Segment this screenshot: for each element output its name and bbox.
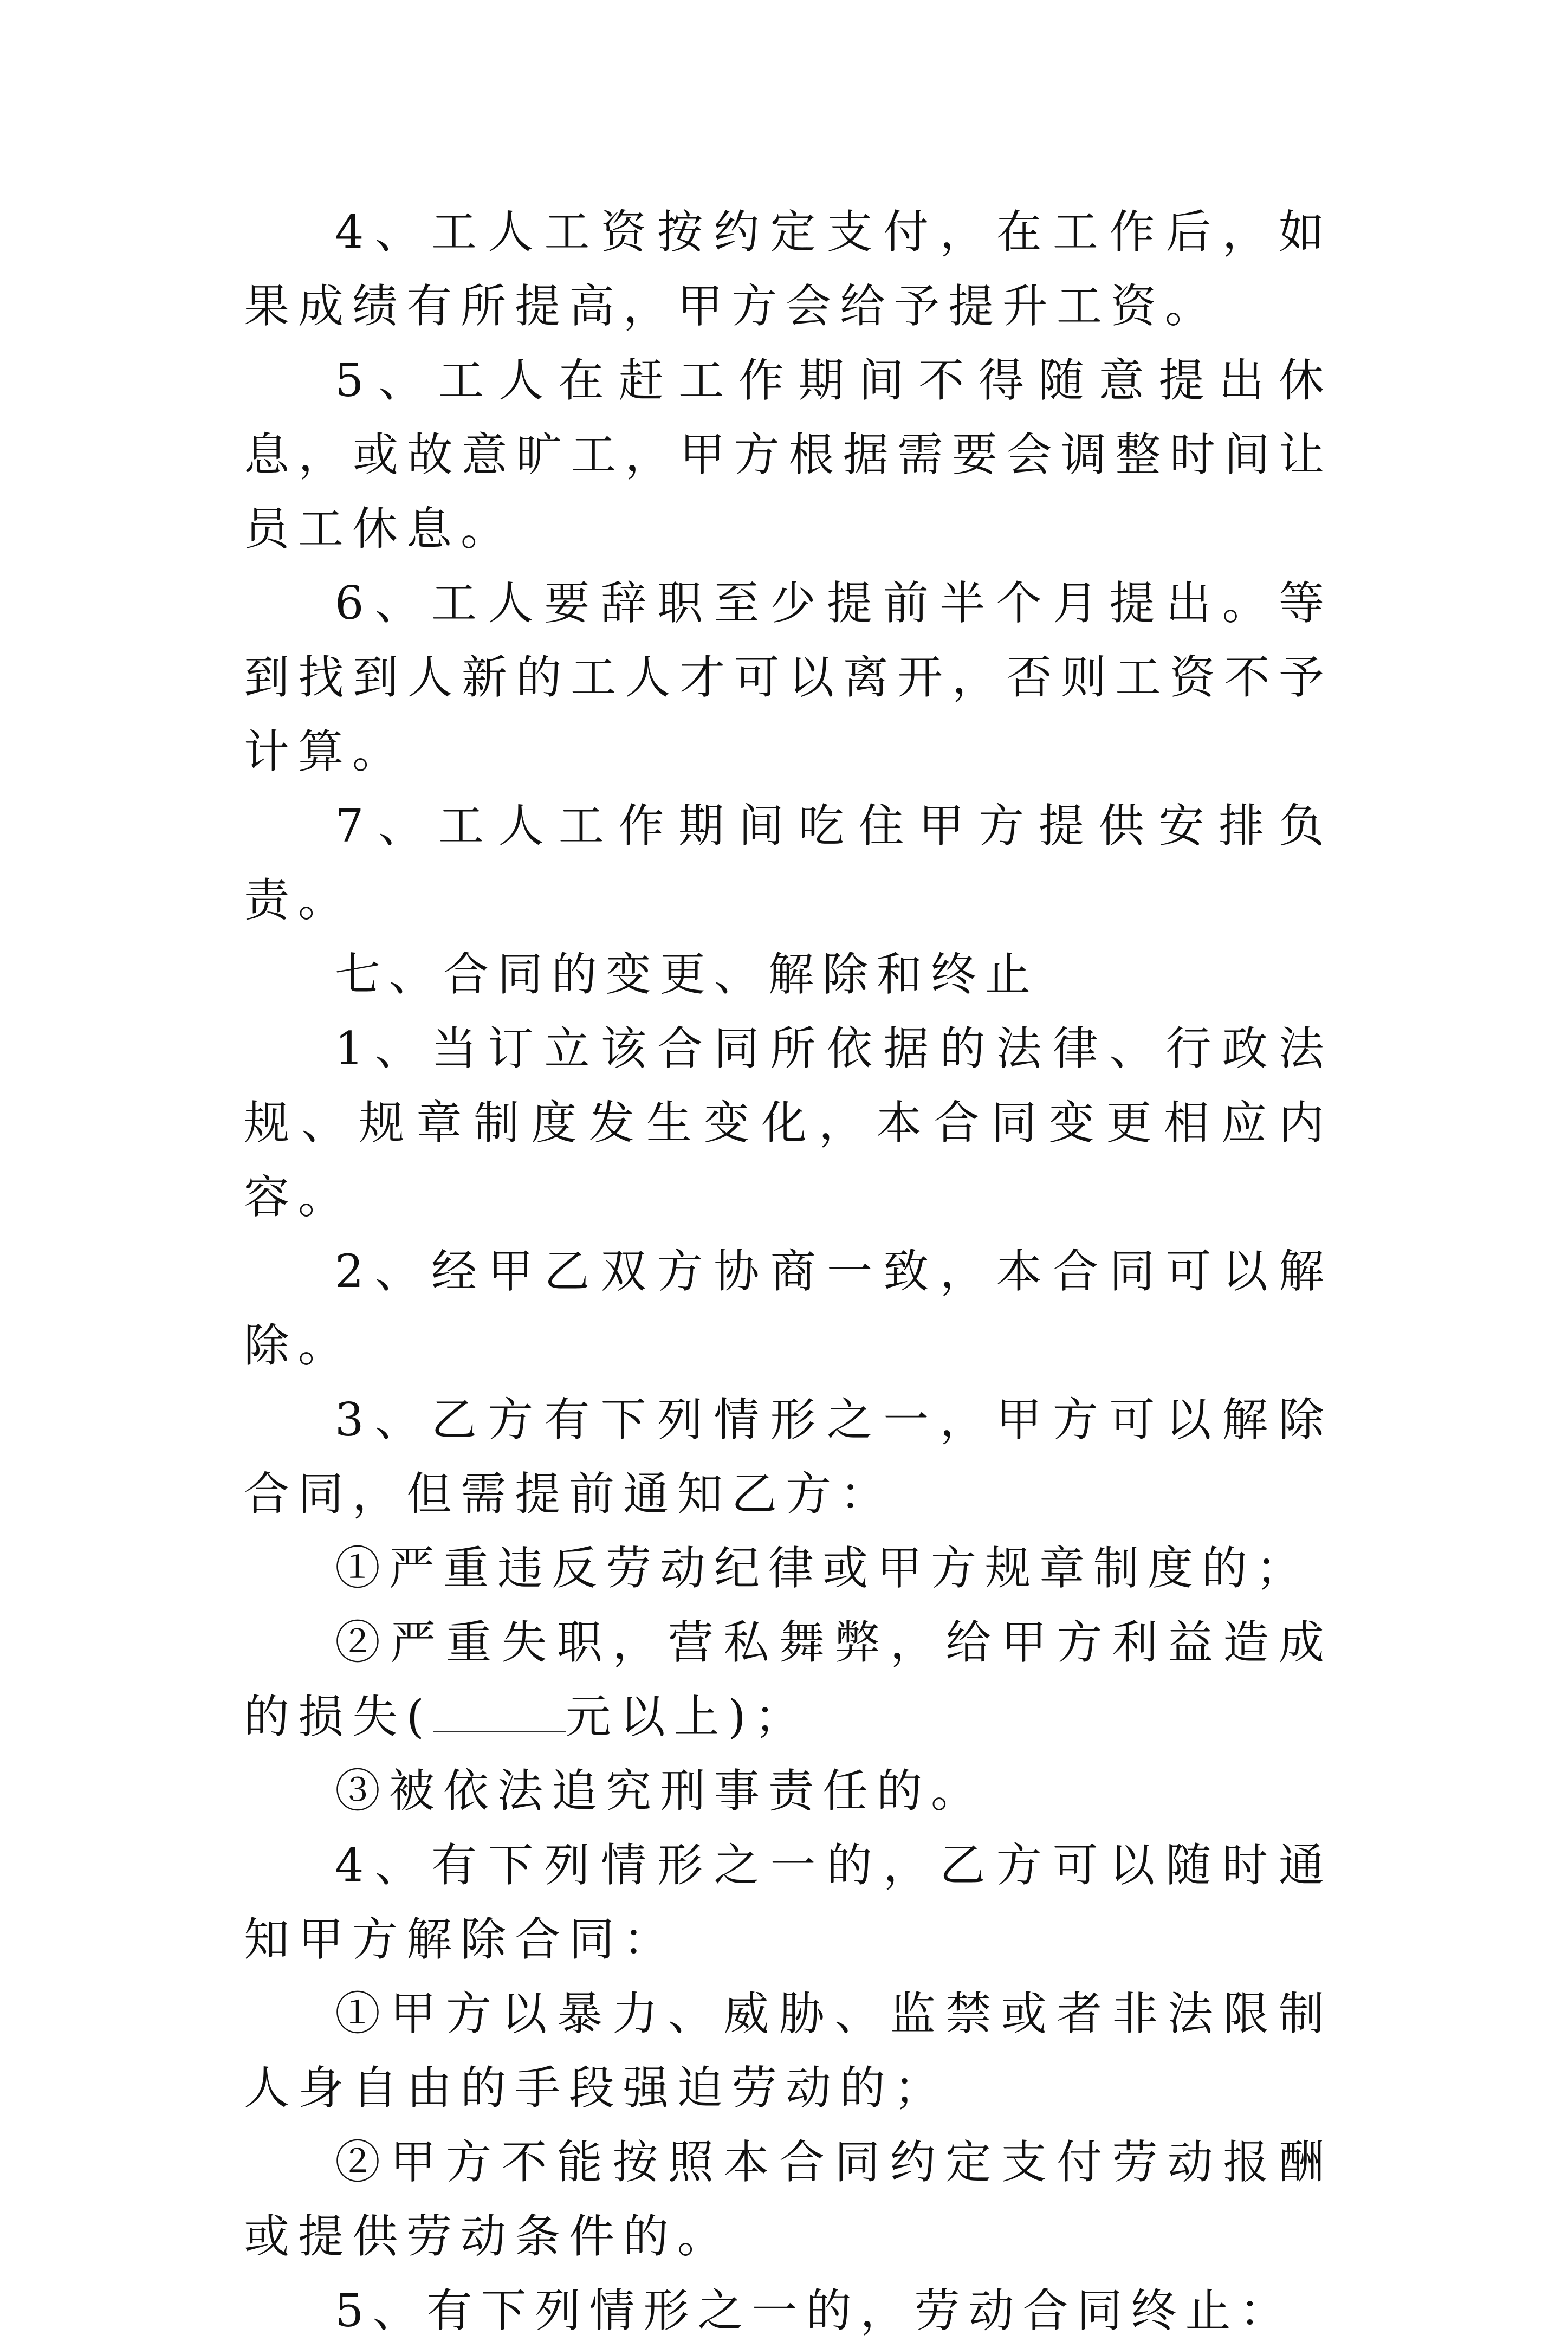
- paragraph-mutual-termination: 2、经甲乙双方协商一致，本合同可以解除。: [244, 1245, 1333, 1372]
- list-item-negligence-loss: [244, 1606, 1333, 1754]
- section-heading-contract-change: 七、合同的变更、解除和终止: [335, 948, 1040, 1001]
- list-item-unpaid-wages: ②甲方不能按照本合同约定支付劳动报酬或提供劳动条件的。: [244, 2136, 1333, 2263]
- list-item-forced-labor: ①甲方以暴力、威胁、监禁或者非法限制人身自由的手段强迫劳动的；: [244, 1987, 1333, 2114]
- amount-blank-line: [433, 1690, 566, 1732]
- paragraph-no-absence: 5、工人在赶工作期间不得随意提出休息，或故意旷工，甲方根据需要会调整时间让员工休息。: [244, 354, 1333, 555]
- paragraph-employee-termination: 4、有下列情形之一的，乙方可以随时通知甲方解除合同：: [244, 1839, 1333, 1966]
- paragraph-resignation-notice: 6、工人要辞职至少提前半个月提出。等到找到人新的工人才可以离开，否则工资不予计算。: [244, 577, 1333, 778]
- paragraph-law-change: 1、当订立该合同所依据的法律、行政法规、规章制度发生变化，本合同变更相应内容。: [244, 1022, 1333, 1224]
- list-item-discipline-violation: ①严重违反劳动纪律或甲方规章制度的；: [335, 1542, 1311, 1595]
- negligence-text-after: 元以上)；: [565, 1690, 809, 1743]
- paragraph-wage-payment: 4、工人工资按约定支付，在工作后，如果成绩有所提高，甲方会给予提升工资。: [244, 205, 1333, 333]
- paragraph-employer-termination: 3、乙方有下列情形之一，甲方可以解除合同，但需提前通知乙方：: [244, 1393, 1333, 1521]
- negligence-text-before: ②严重失职，营私舞弊，给甲方利益造成的损失(: [244, 1616, 1333, 1743]
- paragraph-contract-end: 5、有下列情形之一的，劳动合同终止：: [335, 2284, 1294, 2337]
- document-body: [244, 195, 1333, 2348]
- list-item-criminal-liability: ③被依法追究刑事责任的。: [335, 1764, 986, 1817]
- paragraph-board-lodging: 7、工人工作期间吃住甲方提供安排负责。: [244, 799, 1333, 927]
